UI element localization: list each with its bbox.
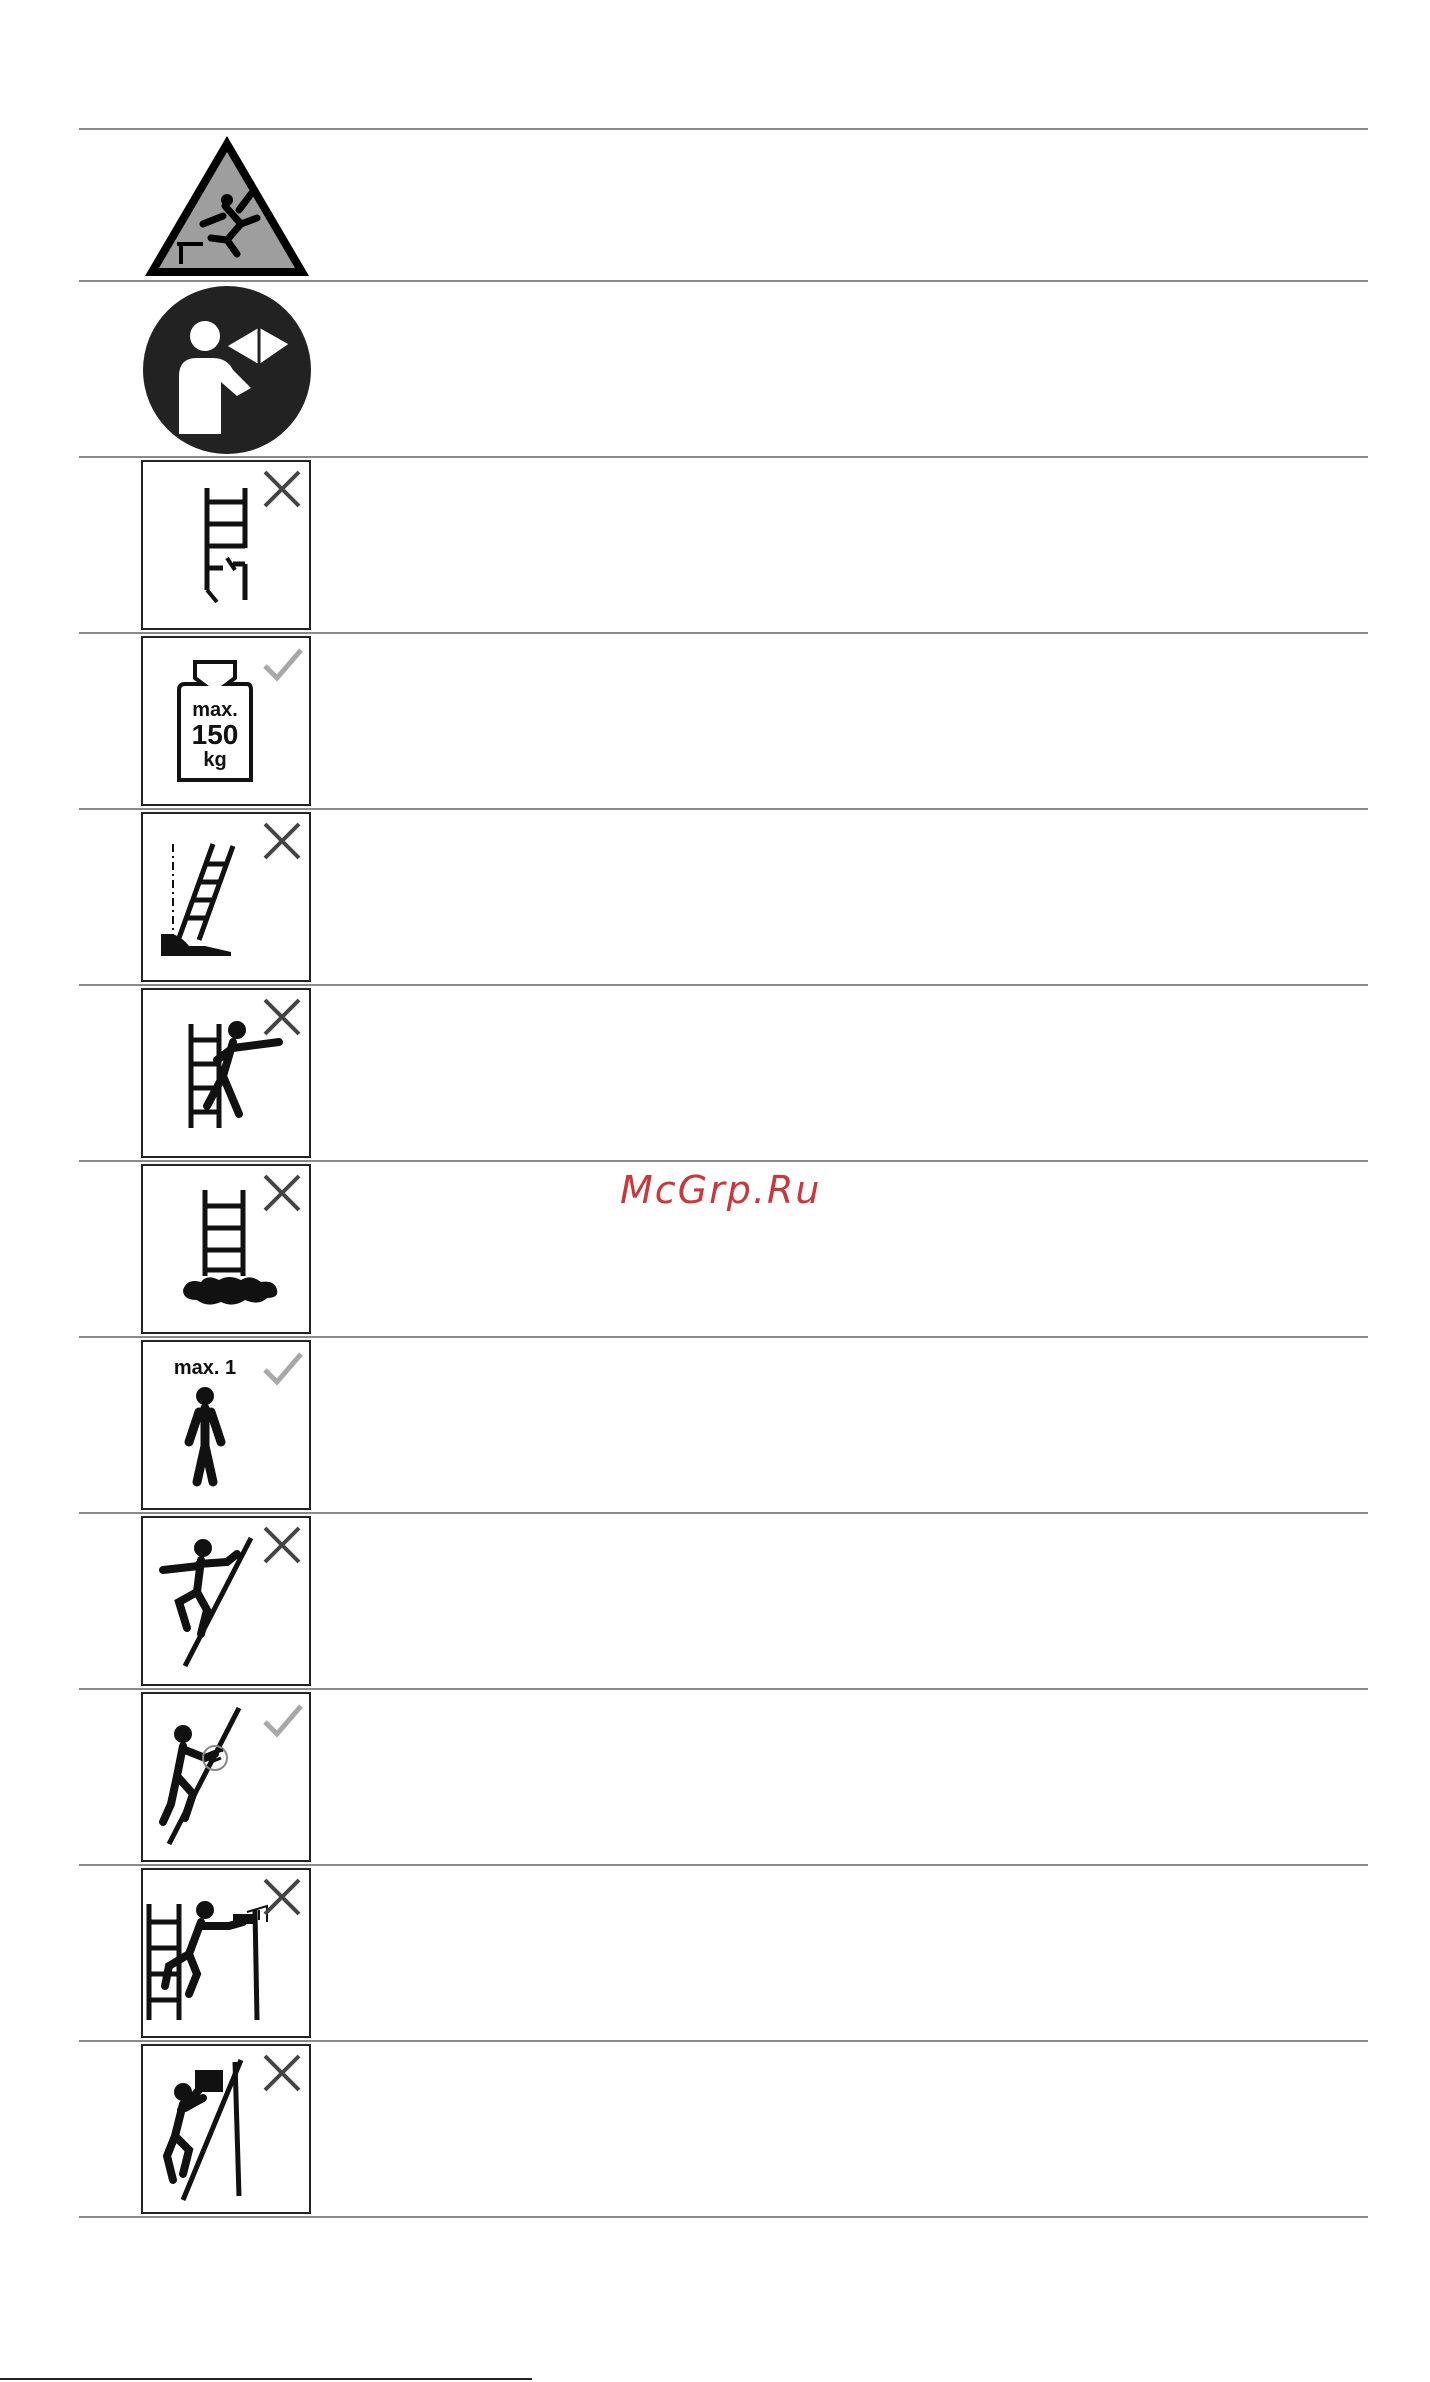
permitted-check-icon xyxy=(261,1348,303,1390)
row-side-loading xyxy=(79,1864,1368,2040)
read-instructions-icon xyxy=(141,284,313,454)
prohibited-cross-icon xyxy=(261,820,303,862)
fall-hazard-warning-icon xyxy=(141,132,313,280)
row-hold-on-climbing xyxy=(79,1688,1368,1864)
max-load-unit: kg xyxy=(203,749,227,771)
max-load-label: max. xyxy=(192,699,238,721)
carrying-load-icon xyxy=(141,2044,311,2214)
prohibited-cross-icon xyxy=(261,1876,303,1918)
prohibited-cross-icon xyxy=(261,1172,303,1214)
damaged-ladder-icon xyxy=(141,460,311,630)
facing-away-icon xyxy=(141,1516,311,1686)
prohibited-cross-icon xyxy=(261,468,303,510)
max-load-value: 150 xyxy=(191,719,239,750)
side-loading-drilling-icon xyxy=(141,1868,311,2038)
unstable-surface-icon xyxy=(141,1164,311,1334)
uneven-ground-angle-icon xyxy=(141,812,311,982)
row-carrying-load xyxy=(79,2040,1368,2218)
prohibited-cross-icon xyxy=(261,2052,303,2094)
row-facing-away xyxy=(79,1512,1368,1688)
prohibited-cross-icon xyxy=(261,996,303,1038)
row-fall-hazard xyxy=(79,128,1368,280)
row-overreaching xyxy=(79,984,1368,1160)
row-max-load xyxy=(79,632,1368,808)
overreaching-icon xyxy=(141,988,311,1158)
permitted-check-icon xyxy=(261,1700,303,1742)
hold-on-climbing-icon xyxy=(141,1692,311,1862)
row-max-persons xyxy=(79,1336,1368,1512)
row-damaged-ladder xyxy=(79,456,1368,632)
max-persons-icon xyxy=(141,1340,311,1510)
permitted-check-icon xyxy=(261,644,303,686)
row-read-instructions xyxy=(79,280,1368,456)
prohibited-cross-icon xyxy=(261,1524,303,1566)
watermark-text: McGrp.Ru xyxy=(620,1168,822,1212)
footer-rule xyxy=(0,2378,532,2380)
max-load-icon xyxy=(141,636,311,806)
row-uneven-ground xyxy=(79,808,1368,984)
max-persons-label: max. 1 xyxy=(173,1357,237,1379)
